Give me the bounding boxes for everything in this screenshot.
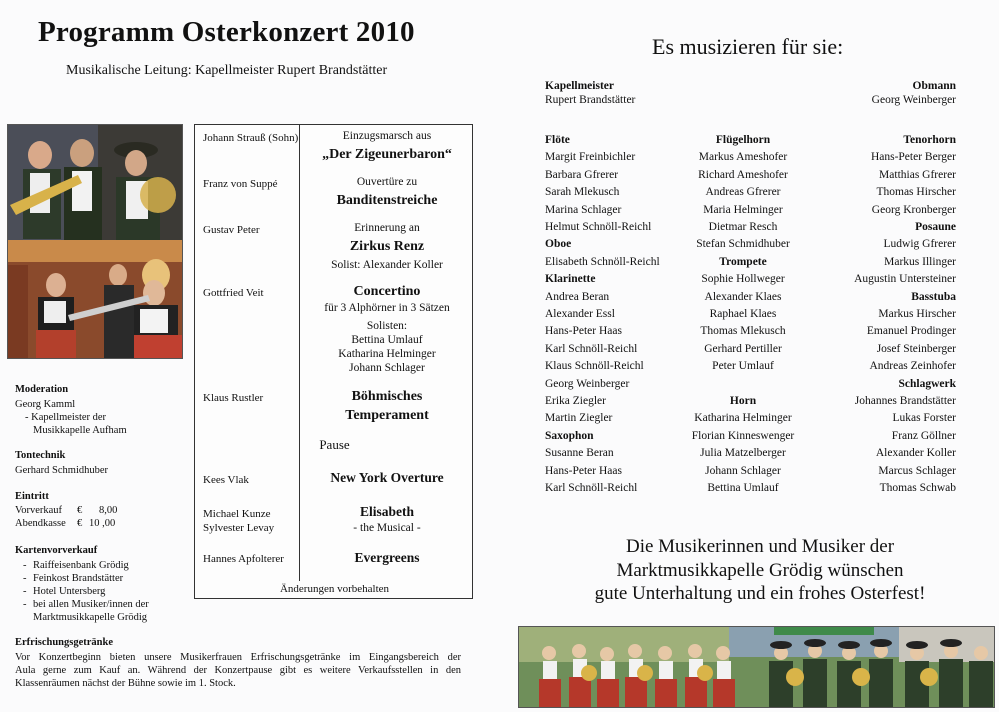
musician-name: Thomas Schwab <box>879 482 956 494</box>
closing-line: gute Unterhaltung und ein frohes Osterfest! <box>594 583 926 604</box>
musician-name: Andreas Zeinhofer <box>869 360 956 373</box>
kartenvorverkauf-heading: Kartenvorverkauf <box>15 545 98 556</box>
piece-title: Evergreens <box>354 550 420 565</box>
erfrischung-line: Vor Konzertbeginn bieten unsere Musikerfrauen Erfrischungsgetränke im Eingangsbereich der <box>15 652 461 663</box>
program-item-5 <box>303 387 471 425</box>
program-item-8 <box>303 549 471 567</box>
musician-name: Florian Kinneswenger <box>691 429 795 442</box>
piece-title: „Der Zigeunerbaron“ <box>322 147 452 162</box>
list-item: Raiffeisenbank Grödig <box>33 560 129 571</box>
soloists-label: Solisten: <box>366 320 408 332</box>
roster-title: Es musizieren für sie: <box>652 34 844 59</box>
musicians-photo-graphic <box>8 125 183 359</box>
abendkasse-price: 10 ,00 <box>89 518 116 529</box>
musician-name: Peter Umlauf <box>712 360 774 373</box>
list-bullet: - <box>23 586 27 597</box>
section-heading: Trompete <box>719 255 767 268</box>
musician-name: Alexander Essl <box>545 308 615 320</box>
composer-rustler: Klaus Rustler <box>203 392 264 404</box>
section-heading: Flöte <box>545 134 570 146</box>
musician-name: Ludwig Gfrerer <box>883 238 956 251</box>
musician-name: Susanne Beran <box>545 447 614 460</box>
eintritt-heading: Eintritt <box>15 491 49 502</box>
piece-title-line1: Böhmisches <box>351 389 423 404</box>
composer-vlak: Kees Vlak <box>203 474 249 486</box>
obmann-name: Georg Weinberger <box>871 94 956 106</box>
composer-strauss: Johann Strauß (Sohn) <box>203 132 299 144</box>
kapellmeister-name: Rupert Brandstätter <box>545 94 636 106</box>
musician-name: Johannes Brandstätter <box>854 395 956 407</box>
program-item-1 <box>303 129 471 164</box>
closing-line: Marktmusikkapelle Grödig wünschen <box>616 559 904 581</box>
piece-title: Elisabeth <box>359 504 414 519</box>
band-photo-graphic <box>519 627 995 708</box>
composer-kunze: Michael Kunze <box>203 508 271 520</box>
changes-note: Änderungen vorbehalten <box>279 583 390 595</box>
musician-name: Barbara Gfrerer <box>545 168 619 181</box>
composer-kunze-levay <box>203 507 274 535</box>
musician-name: Matthias Gfrerer <box>879 168 956 181</box>
musician-name: Andrea Beran <box>545 290 610 303</box>
musician-name: Gerhard Pertiller <box>704 342 782 355</box>
composer-peter: Gustav Peter <box>203 224 260 236</box>
musician-name: Erika Ziegler <box>545 395 606 407</box>
obmann-heading: Obmann <box>912 80 956 92</box>
list-bullet: - <box>23 560 27 571</box>
musician-name: Markus Illinger <box>884 255 956 268</box>
musician-name: Dietmar Resch <box>708 221 778 233</box>
musician-name: Johann Schlager <box>705 464 781 477</box>
program-item-6 <box>303 469 471 487</box>
list-bullet: - <box>23 599 27 610</box>
soloist-name: Bettina Umlauf <box>351 334 423 346</box>
vorverkauf-label: Vorverkauf <box>15 505 63 516</box>
composer-veit: Gottfried Veit <box>203 287 264 299</box>
list-bullet: - <box>23 573 27 584</box>
musician-name: Stefan Schmidhuber <box>696 238 790 251</box>
musician-name: Elisabeth Schnöll-Reichl <box>545 255 660 268</box>
musician-name: Marina Schlager <box>545 203 622 216</box>
piece-title-line2: Temperament <box>345 408 429 423</box>
band-photo <box>518 626 995 708</box>
musician-name: Helmut Schnöll-Reichl <box>545 221 652 233</box>
erfrischung-line: Klassenräumen nächst der Bühne sowie im 1. Stock. <box>15 678 236 689</box>
musician-name: Hans-Peter Haas <box>545 325 622 338</box>
section-heading: Posaune <box>915 221 956 233</box>
section-heading: Saxophon <box>545 429 594 442</box>
program-box <box>194 124 473 599</box>
section-heading: Tenorhorn <box>903 134 956 146</box>
abendkasse-currency: € <box>77 518 83 529</box>
musician-name: Emanuel Prodinger <box>866 325 956 338</box>
list-item: Marktmusikkapelle Grödig <box>33 612 148 623</box>
musician-name: Richard Ameshofer <box>698 168 788 181</box>
musician-name: Thomas Hirscher <box>876 186 956 199</box>
erfrischung-heading: Erfrischungsgetränke <box>15 637 113 648</box>
musicians-photo <box>7 124 183 359</box>
musician-name: Katharina Helminger <box>694 412 792 425</box>
musician-name: Georg Weinberger <box>545 377 630 390</box>
subtitle: Musikalische Leitung: Kapellmeister Rupert Brandstätter <box>66 63 388 78</box>
musician-name: Martin Ziegler <box>545 412 613 425</box>
musician-name: Julia Matzelberger <box>700 447 786 460</box>
section-heading: Klarinette <box>545 273 596 286</box>
piece-subline: Erinnerung an <box>354 222 420 234</box>
piece-soloist: Solist: Alexander Koller <box>331 259 443 271</box>
program-item-3 <box>303 221 471 272</box>
pause-label: Pause <box>319 437 350 452</box>
musician-name: Markus Ameshofer <box>698 151 788 164</box>
musician-name: Margit Freinbichler <box>545 151 636 164</box>
section-heading: Basstuba <box>911 290 956 303</box>
musician-name: Karl Schnöll-Reichl <box>545 482 638 494</box>
kapellmeister-heading: Kapellmeister <box>545 80 614 92</box>
musician-name: Georg Kronberger <box>871 203 956 216</box>
moderation-role: - Kapellmeister der <box>25 412 107 423</box>
list-item: Hotel Untersberg <box>33 586 106 597</box>
musician-name: Alexander Koller <box>875 447 956 460</box>
musician-name: Augustin Untersteiner <box>854 273 956 286</box>
list-item: bei allen Musiker/innen der <box>33 599 149 610</box>
musician-name: Markus Hirscher <box>878 308 956 320</box>
musician-name: Raphael Klaes <box>709 308 777 320</box>
piece-subline: - the Musical - <box>353 522 421 534</box>
composer-levay: Sylvester Levay <box>203 522 275 534</box>
section-heading: Flügelhorn <box>715 134 771 146</box>
program-item-4 <box>303 282 471 375</box>
list-item: Feinkost Brandstätter <box>33 573 124 584</box>
tontechnik-name: Gerhard Schmidhuber <box>15 465 109 476</box>
musician-name: Karl Schnöll-Reichl <box>545 342 638 355</box>
musician-name: Franz Göllner <box>891 429 956 442</box>
composer-apfolterer: Hannes Apfolterer <box>203 553 284 565</box>
moderation-heading: Moderation <box>15 384 69 395</box>
piece-title: Zirkus Renz <box>349 239 425 254</box>
program-item-7 <box>303 503 471 535</box>
tontechnik-heading: Tontechnik <box>15 450 66 461</box>
composer-suppe: Franz von Suppé <box>203 178 278 190</box>
soloist-name: Katharina Helminger <box>338 348 436 360</box>
musician-name: Thomas Mlekusch <box>700 325 786 338</box>
musician-name: Marcus Schlager <box>878 464 956 477</box>
section-heading: Horn <box>729 395 757 407</box>
musician-name: Bettina Umlauf <box>707 482 779 494</box>
musician-name: Hans-Peter Haas <box>545 464 622 477</box>
section-heading: Oboe <box>545 238 572 251</box>
vorverkauf-currency: € <box>77 505 83 516</box>
piece-subline: Einzugsmarsch aus <box>342 130 432 142</box>
soloist-name: Johann Schlager <box>349 362 425 374</box>
musician-name: Lukas Forster <box>892 412 956 425</box>
piece-title: Banditenstreiche <box>336 193 438 208</box>
program-divider <box>299 125 300 581</box>
musician-name: Andreas Gfrerer <box>705 186 781 199</box>
program-item-2 <box>303 175 471 210</box>
musician-name: Hans-Peter Berger <box>870 151 956 164</box>
abendkasse-label: Abendkasse <box>15 518 66 529</box>
piece-title: New York Overture <box>330 470 444 485</box>
piece-subline: Ouvertüre zu <box>356 176 418 188</box>
musician-name: Klaus Schnöll-Reichl <box>545 360 644 373</box>
musician-name: Josef Steinberger <box>876 342 956 355</box>
page-title: Programm Osterkonzert 2010 <box>38 16 415 48</box>
musician-name: Alexander Klaes <box>704 290 782 303</box>
closing-message <box>560 535 960 606</box>
erfrischung-line: Aula gerne zum Kauf an. Während der Konzertpause gibt es weitere Verkaufsstellen in den <box>15 665 461 676</box>
musician-name: Maria Helminger <box>703 203 783 216</box>
closing-line: Die Musikerinnen und Musiker der <box>625 536 895 557</box>
musician-name: Sarah Mlekusch <box>545 186 620 199</box>
section-heading: Schlagwerk <box>898 377 956 390</box>
vorverkauf-price: 8,00 <box>99 505 118 516</box>
musician-name: Sophie Hollweger <box>701 273 785 286</box>
moderation-name: Georg Kamml <box>15 399 76 410</box>
piece-subline: für 3 Alphörner in 3 Sätzen <box>324 302 450 314</box>
moderation-org: Musikkapelle Aufham <box>33 425 127 436</box>
piece-title: Concertino <box>353 284 421 299</box>
